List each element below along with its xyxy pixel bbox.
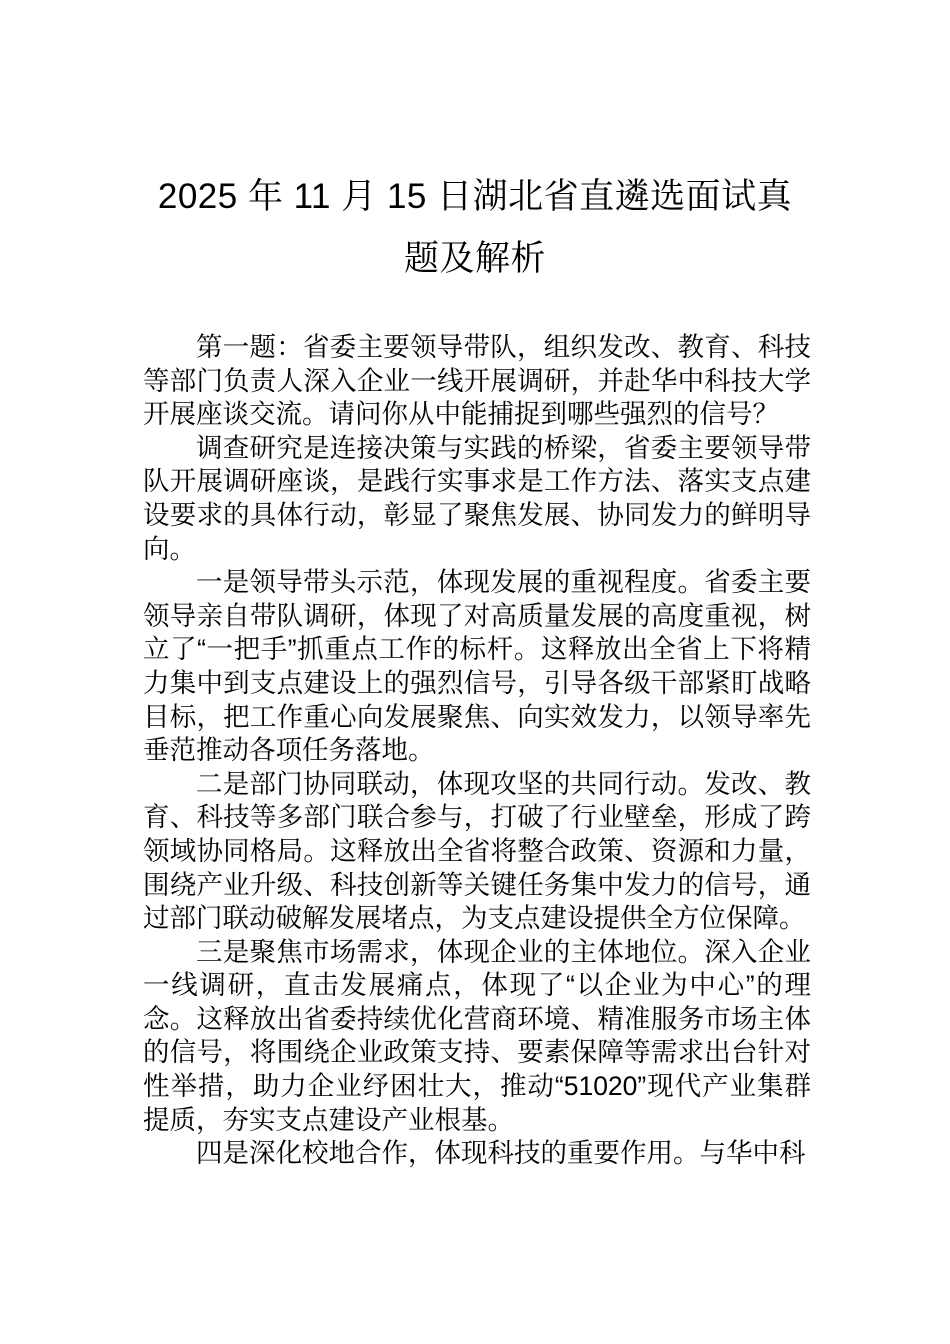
paragraph-point-2: 二是部门协同联动，体现攻坚的共同行动。发改、教育、科技等多部门联合参与，打破了行业壁垒，形成了跨领域协同格局。这释放出全省将整合政策、资源和力量，围绕产业升级、科技创新等关键任务集中发力的信号，通过部门联动破解发展堵点，为支点建设提供全方位保障。 bbox=[143, 768, 811, 934]
paragraph-question-1: 第一题：省委主要领导带队，组织发改、教育、科技等部门负责人深入企业一线开展调研，并赴华中科技大学开展座谈交流。请问你从中能捕捉到哪些强烈的信号？ bbox=[143, 332, 811, 430]
paragraph-point-4: 四是深化校地合作，体现科技的重要作用。与华中科 bbox=[196, 1138, 806, 1169]
paragraph-point-3: 三是聚焦市场需求，体现企业的主体地位。深入企业一线调研，直击发展痛点，体现了“以企业为中心”的理念。这释放出省委持续优化营商环境、精准服务市场主体的信号，将围绕企业政策支持、要素保障等需求出台针对性举措，助力企业纾困壮大，推动“51020”现代产业集群提质，夯实支点建设产业根基。 bbox=[143, 936, 811, 1135]
paragraph-answer-intro: 调查研究是连接决策与实践的桥梁，省委主要领导带队开展调研座谈，是践行实事求是工作方法、落实支点建设要求的具体行动，彰显了聚焦发展、协同发力的鲜明导向。 bbox=[143, 432, 811, 564]
paragraph-point-1: 一是领导带头示范，体现发展的重视程度。省委主要领导亲自带队调研，体现了对高质量发展的高度重视，树立了“一把手”抓重点工作的标杆。这释放出全省上下将精力集中到支点建设上的强烈信号，引导各级干部紧盯战略目标，把工作重心向发展聚焦、向实效发力，以领导率先垂范推动各项任务落地。 bbox=[143, 567, 811, 766]
document-body bbox=[143, 331, 811, 1171]
page-title: 2025 年 11 月 15 日湖北省直遴选面试真题及解析 bbox=[157, 177, 793, 278]
